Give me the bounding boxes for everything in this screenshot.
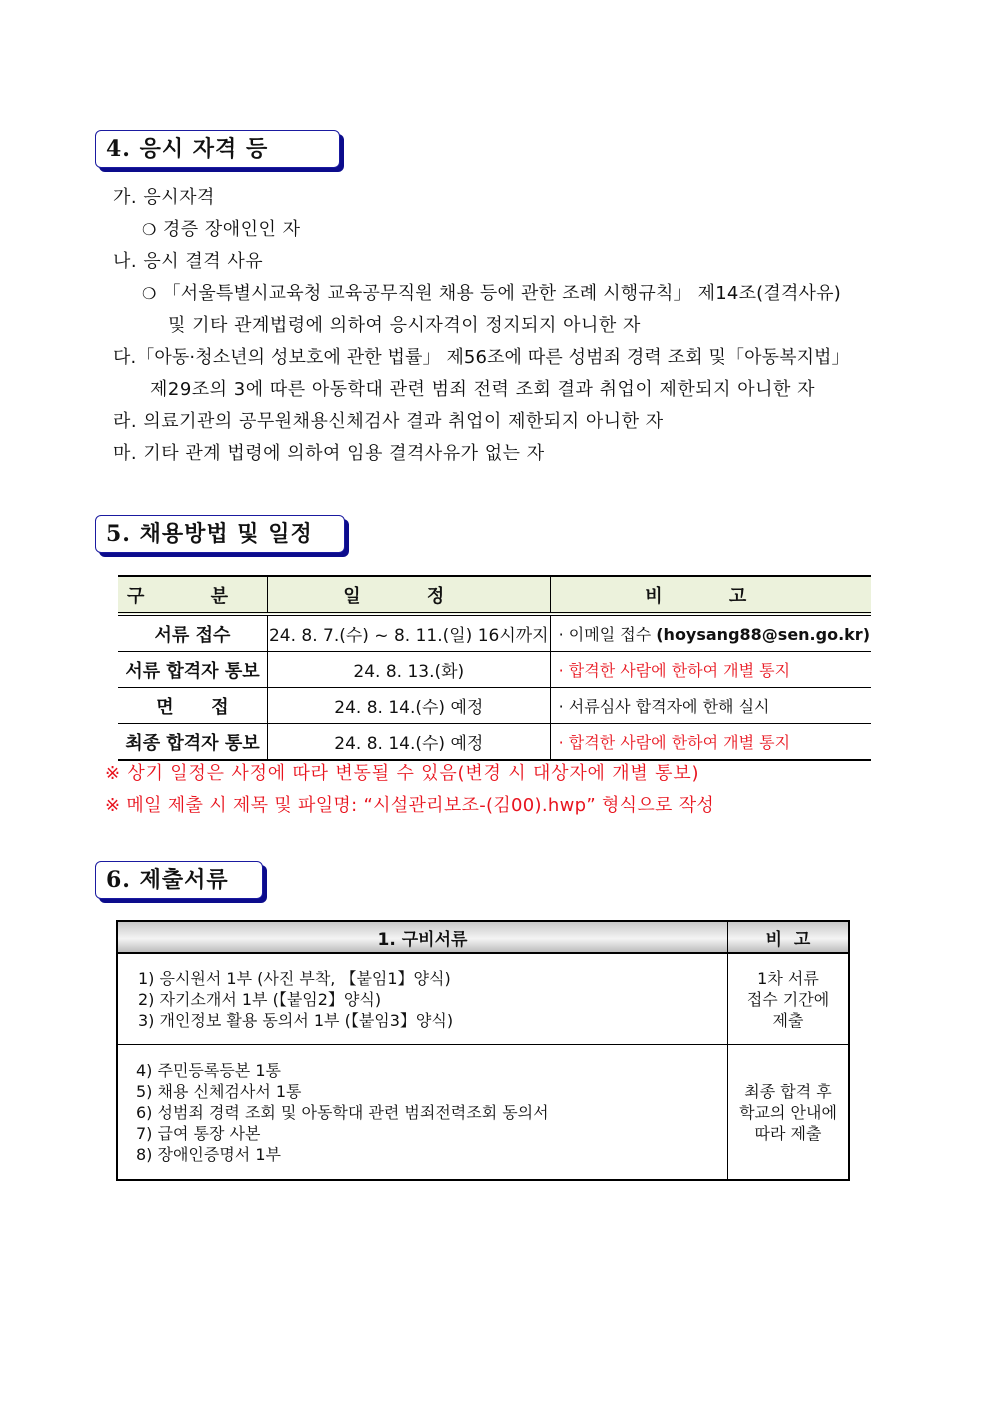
header-category: 구 분	[118, 576, 267, 614]
email-address: (hoysang88@sen.go.kr)	[656, 625, 870, 644]
table-header-row	[118, 576, 871, 614]
list-item: ❍ 경증 장애인인 자	[142, 219, 301, 240]
table-row: 1) 응시원서 1부 (사진 부착, 【붙임1】양식) 2) 자기소개서 1부 (【붙임2】양식) 3) 개인정보 활용 동의서 1부 (【붙임3】양식) 1차 서류 접수 기간에 제출	[117, 953, 849, 1045]
circle-bullet-icon: ❍	[142, 284, 157, 303]
list-item: 다.「아동·청소년의 성보호에 관한 법률」 제56조에 따른 성범죄 경력 조회 및「아동복지법」	[113, 347, 850, 368]
table-row: 서류 합격자 통보 24. 8. 13.(화) · 합격한 사람에 한하여 개별 통지	[118, 652, 871, 688]
section-6-heading	[95, 861, 263, 899]
circle-bullet-icon: ❍	[142, 220, 157, 239]
section-6-title: 6. 제출서류	[106, 867, 229, 893]
list-item: 마. 기타 관계 법령에 의하여 임용 결격사유가 없는 자	[113, 443, 545, 464]
schedule-notice: ※ 상기 일정은 사정에 따라 변동될 수 있음(변경 시 대상자에 개별 통보)	[105, 763, 700, 784]
table-row: 서류 접수 24. 8. 7.(수) ~ 8. 11.(일) 16시까지 · 이메일 접수 (hoysang88@sen.go.kr)	[118, 614, 871, 652]
table-header-row	[117, 921, 849, 953]
schedule-table	[118, 575, 871, 761]
document-item: 1) 응시원서 1부 (사진 부착, 【붙임1】양식)	[138, 968, 451, 988]
header-note: 비 고	[550, 576, 871, 614]
document-item: 7) 급여 통장 사본	[136, 1123, 261, 1143]
table-row: 면 접 24. 8. 14.(수) 예정 · 서류심사 합격자에 한해 실시	[118, 688, 871, 724]
header-schedule: 일 정	[267, 576, 550, 614]
section-4-title: 4. 응시 자격 등	[106, 136, 269, 162]
list-item: 라. 의료기관의 공무원채용신체검사 결과 취업이 제한되지 아니한 자	[113, 411, 664, 432]
list-item: 제29조의 3에 따른 아동학대 관련 범죄 전력 조회 결과 취업이 제한되지 아니한 자	[150, 379, 816, 400]
document-item: 6) 성범죄 경력 조회 및 아동학대 관련 범죄전력조회 동의서	[136, 1102, 549, 1122]
list-item: 나. 응시 결격 사유	[113, 251, 264, 272]
header-documents: 1. 구비서류	[117, 921, 728, 953]
header-note: 비 고	[728, 921, 850, 953]
section-5-title: 5. 채용방법 및 일정	[106, 521, 313, 547]
document-item: 4) 주민등록등본 1통	[136, 1060, 281, 1080]
document-item: 2) 자기소개서 1부 (【붙임2】양식)	[138, 989, 382, 1009]
list-item: 가. 응시자격	[113, 187, 215, 208]
table-row: 4) 주민등록등본 1통 5) 채용 신체검사서 1통 6) 성범죄 경력 조회 및 아동학대 관련 범죄전력조회 동의서 7) 급여 통장 사본 8) 장애인증명서 1부 최종 합격 후 학교의 안내에 따라 제출	[117, 1045, 849, 1181]
documents-table	[116, 920, 850, 1181]
table-row: 최종 합격자 통보 24. 8. 14.(수) 예정 · 합격한 사람에 한하여 개별 통지	[118, 724, 871, 761]
document-item: 5) 채용 신체검사서 1통	[136, 1081, 302, 1101]
document-item: 8) 장애인증명서 1부	[136, 1144, 281, 1164]
section-5-heading	[95, 515, 345, 553]
section-4-heading	[95, 130, 340, 168]
list-item: 및 기타 관계법령에 의하여 응시자격이 정지되지 아니한 자	[168, 315, 641, 336]
document-item: 3) 개인정보 활용 동의서 1부 (【붙임3】양식)	[138, 1010, 454, 1030]
list-item: ❍ 「서울특별시교육청 교육공무직원 채용 등에 관한 조례 시행규칙」 제14조(결격사유)	[142, 283, 841, 304]
filename-notice: ※ 메일 제출 시 제목 및 파일명: “시설관리보조-(김00).hwp” 형식으로 작성	[105, 795, 715, 816]
